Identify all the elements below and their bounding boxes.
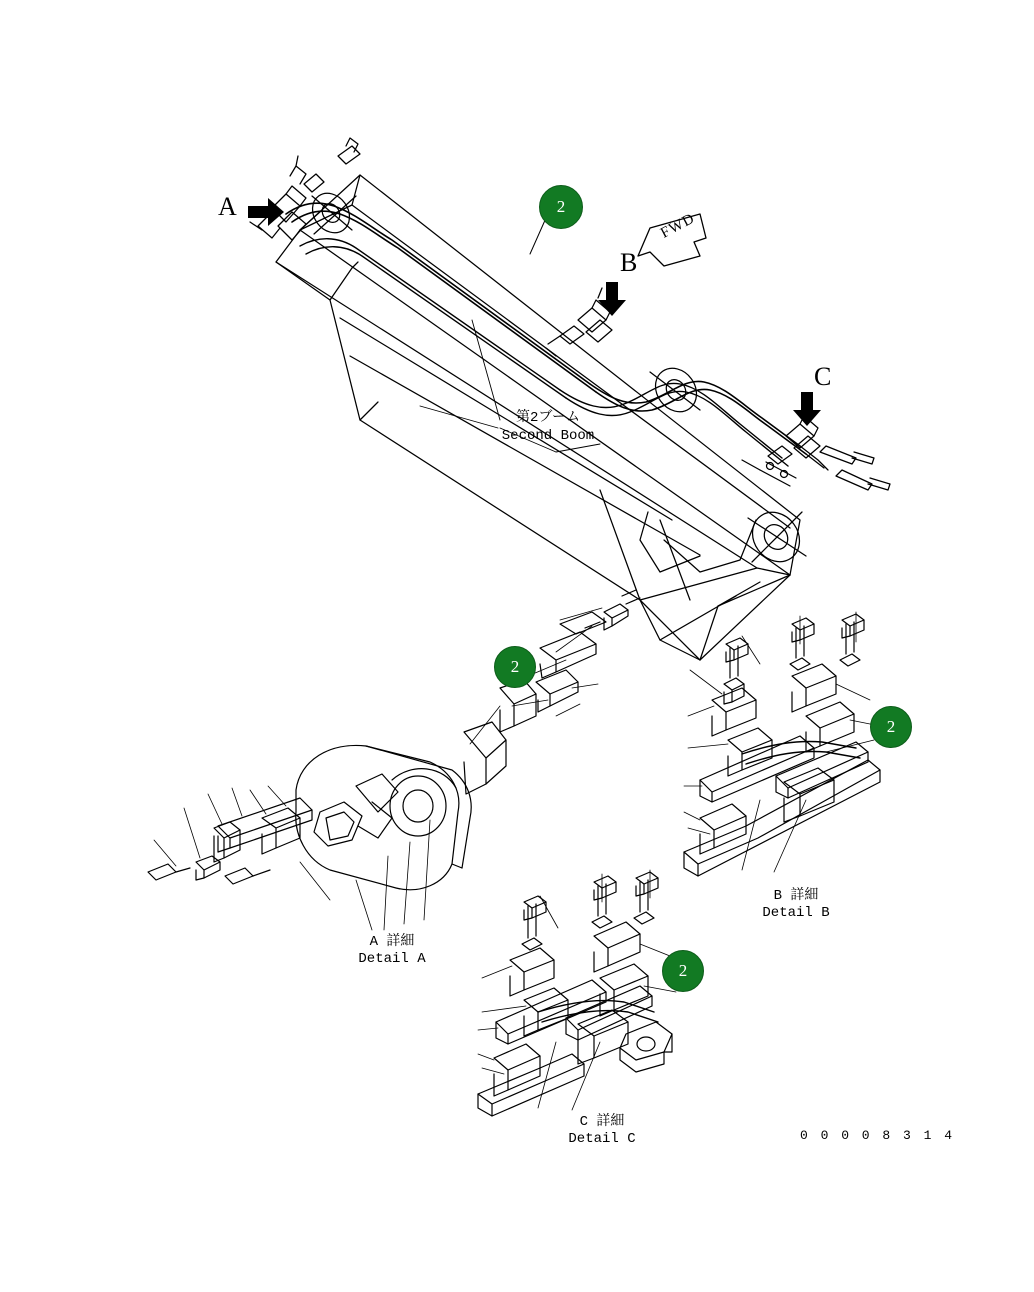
- detail-a-caption-jp: A 詳細: [369, 934, 415, 950]
- section-mark-c-letter: C: [814, 362, 832, 391]
- document-number: 0 0 0 0 8 3 1 4: [800, 1128, 955, 1143]
- fwd-direction-label: FWD: [658, 210, 698, 242]
- second-boom-caption: [438, 410, 658, 445]
- callout-detail-a-2[interactable]: 2: [494, 646, 536, 688]
- section-mark-b-letter: B: [620, 248, 638, 277]
- second-boom-caption-en: Second Boom: [501, 427, 595, 444]
- detail-c-caption-en: Detail C: [568, 1130, 636, 1147]
- detail-b-caption-jp: B 詳細: [773, 888, 819, 904]
- detail-a-caption: [312, 934, 472, 968]
- detail-a-caption-en: Detail A: [358, 950, 426, 967]
- callout-detail-b-2[interactable]: 2: [870, 706, 912, 748]
- section-mark-a-letter: A: [218, 192, 237, 221]
- detail-b-caption: [716, 888, 876, 922]
- second-boom-caption-jp: 第2ブーム: [516, 410, 580, 426]
- detail-b-caption-en: Detail B: [762, 904, 830, 921]
- detail-c-caption-jp: C 詳細: [579, 1114, 625, 1130]
- callout-main-2[interactable]: 2: [539, 185, 583, 229]
- callout-detail-c-2[interactable]: 2: [662, 950, 704, 992]
- detail-c-caption: [522, 1114, 682, 1148]
